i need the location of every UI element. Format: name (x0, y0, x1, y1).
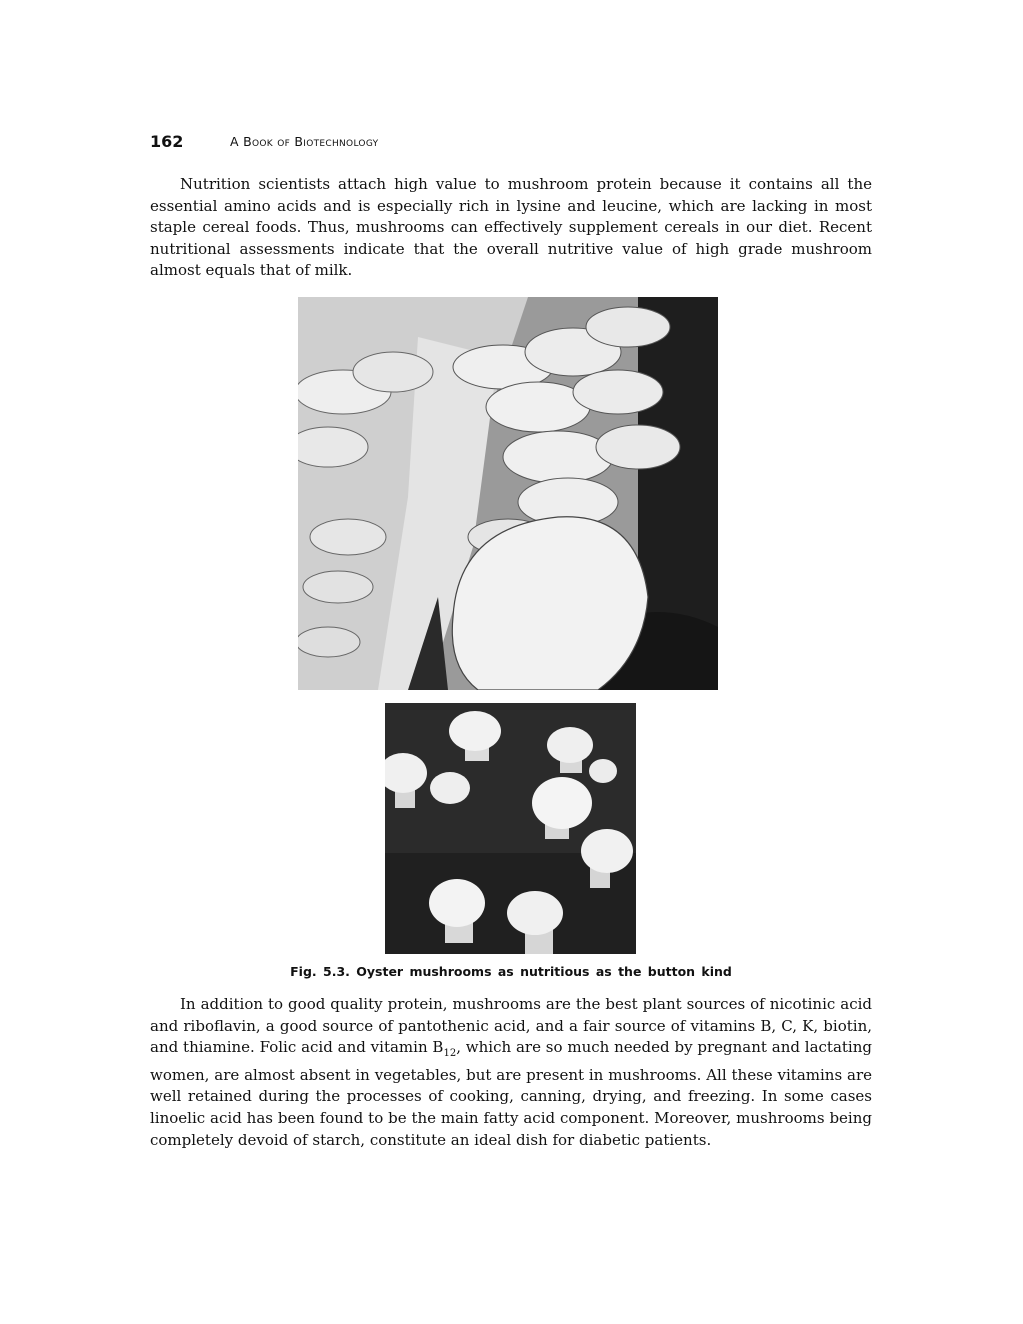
page-number: 162 (150, 132, 184, 151)
oyster-mushroom-illustration (298, 297, 718, 690)
button-mushroom-illustration (385, 703, 636, 954)
figure-caption: Fig. 5.3. Oyster mushrooms as nutritious as the button kind (290, 964, 732, 979)
vitamin-b-subscript: 12 (443, 1048, 457, 1060)
paragraph-vitamins-text-a: In addition to good quality protein, mushrooms are the best plant sources of nicotinic acid and riboflavin, a good source of pantothenic acid, and a fair source of vitamins B, C, K, biotin, and thiamine. Folic acid and vitamin B (150, 995, 872, 1057)
paragraph-vitamins-text-b: , which are so much needed by pregnant and lactating women, are almost absent in vegetables, but are present in mushrooms. All these vitamins are well retained during the processes of cooking, canning, drying, and freezing. In some cases linoelic acid has been found to be the main fatty acid component. Moreover, mushrooms being completely devoid of starch, constitute an ideal dish for diabetic patients. (150, 1038, 872, 1149)
button-mushroom-photo (385, 703, 636, 954)
running-title: A Book of Biotechnology (230, 134, 379, 149)
paragraph-vitamins (150, 994, 872, 1151)
paragraph-nutrition: Nutrition scientists attach high value to mushroom protein because it contains all the essential amino acids and is especially rich in lysine and leucine, which are lacking in most staple cereal foods. Thus, mushrooms can effectively supplement cereals in our diet. Recent nutritional assessments indicate that the overall nutritive value of high grade mushroom almost equals that of milk. (150, 175, 872, 280)
oyster-mushroom-photo (298, 297, 718, 690)
